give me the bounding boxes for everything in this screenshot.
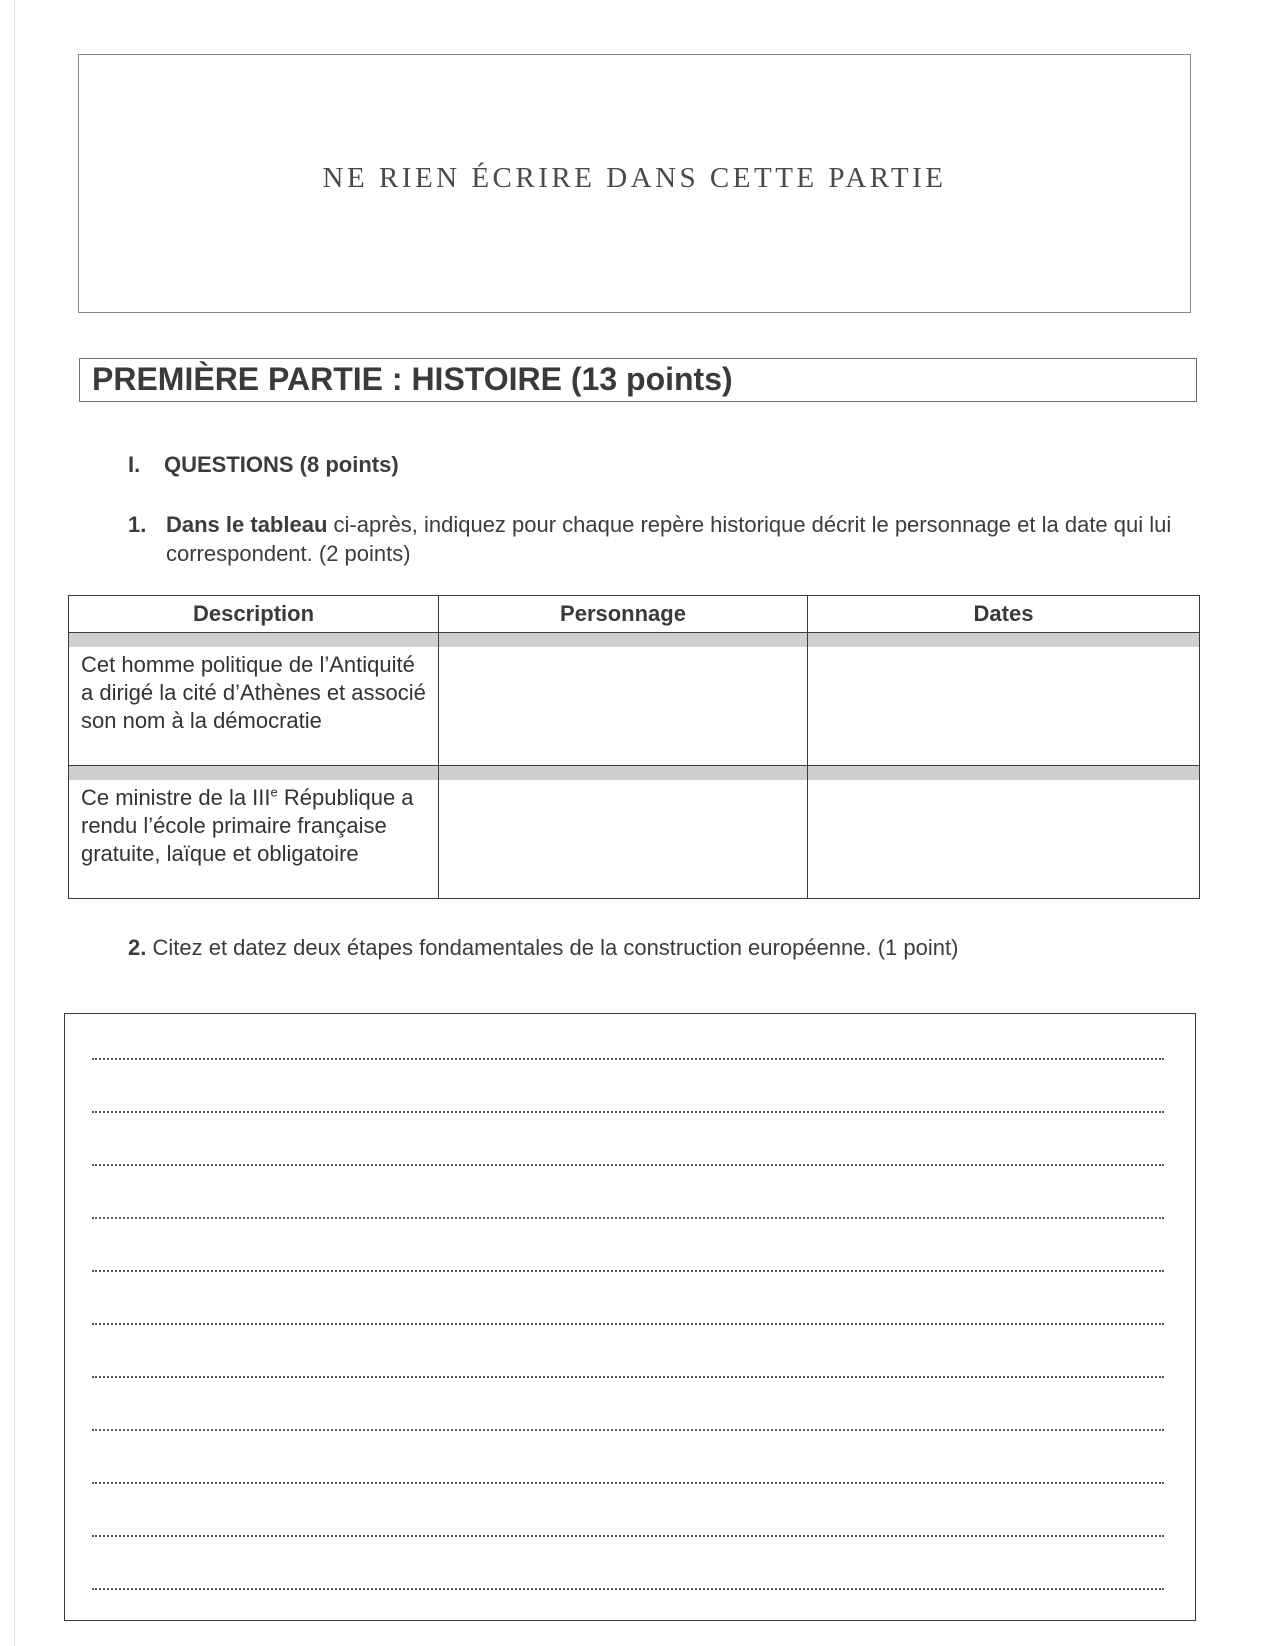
description-cell [69,780,439,899]
section-number: I. [128,452,141,477]
dotted-answer-line[interactable] [92,1588,1164,1590]
dotted-answer-line[interactable] [92,1482,1164,1484]
part-header [79,358,1197,402]
dates-answer-cell[interactable] [808,647,1200,766]
shade-cell [808,633,1200,648]
dotted-answer-line[interactable] [92,1376,1164,1378]
header-dates: Dates [808,596,1200,633]
question-2-number: 2. [128,935,147,960]
superscript-e: e [270,784,278,800]
table-row [69,647,1200,766]
table-header-row [69,596,1200,633]
dotted-answer-line[interactable] [92,1429,1164,1431]
question-1 [128,510,1198,568]
shade-cell [808,766,1200,781]
section-title: QUESTIONS (8 points) [164,452,399,477]
question-2-text: Citez et datez deux étapes fondamentales de la construction européenne. (1 point) [146,935,959,960]
dotted-answer-line[interactable] [92,1217,1164,1219]
shade-cell [439,766,808,781]
dotted-answer-line[interactable] [92,1270,1164,1272]
table-row [69,780,1200,899]
dotted-answer-line[interactable] [92,1164,1164,1166]
shaded-separator [69,766,1200,781]
part-title: PREMIÈRE PARTIE : HISTOIRE (13 points) [92,361,733,397]
dotted-answer-line[interactable] [92,1535,1164,1537]
personnage-answer-cell[interactable] [439,780,808,899]
shade-cell [439,633,808,648]
answer-box[interactable] [64,1013,1196,1621]
dotted-answer-line[interactable] [92,1058,1164,1060]
description-text-end: République a rendu l’école primaire française gratuite, laïque et obligatoire [81,785,414,866]
personnage-answer-cell[interactable] [439,647,808,766]
dates-answer-cell[interactable] [808,780,1200,899]
question-1-number: 1. [128,512,147,537]
section-heading [128,452,399,478]
shaded-separator [69,633,1200,648]
shade-cell [69,766,439,781]
header-description: Description [69,596,439,633]
question-1-bold-lead: Dans le tableau [166,512,328,537]
dotted-answer-line[interactable] [92,1111,1164,1113]
description-text-start: Ce ministre de la III [81,785,271,810]
description-cell: Cet homme politique de l’Antiquité a dirigé la cité d’Athènes et associé son nom à la démocratie [69,647,439,766]
do-not-write-box [78,54,1191,313]
shade-cell [69,633,439,648]
do-not-write-text: NE RIEN ÉCRIRE DANS CETTE PARTIE [322,162,947,194]
question-2 [128,933,958,962]
answer-table [68,595,1200,899]
question-1-text: ci-après, indiquez pour chaque repère historique décrit le personnage et la date qui lui correspondent. (2 points) [166,512,1172,566]
dotted-answer-line[interactable] [92,1323,1164,1325]
scan-edge [14,0,15,1646]
header-personnage: Personnage [439,596,808,633]
